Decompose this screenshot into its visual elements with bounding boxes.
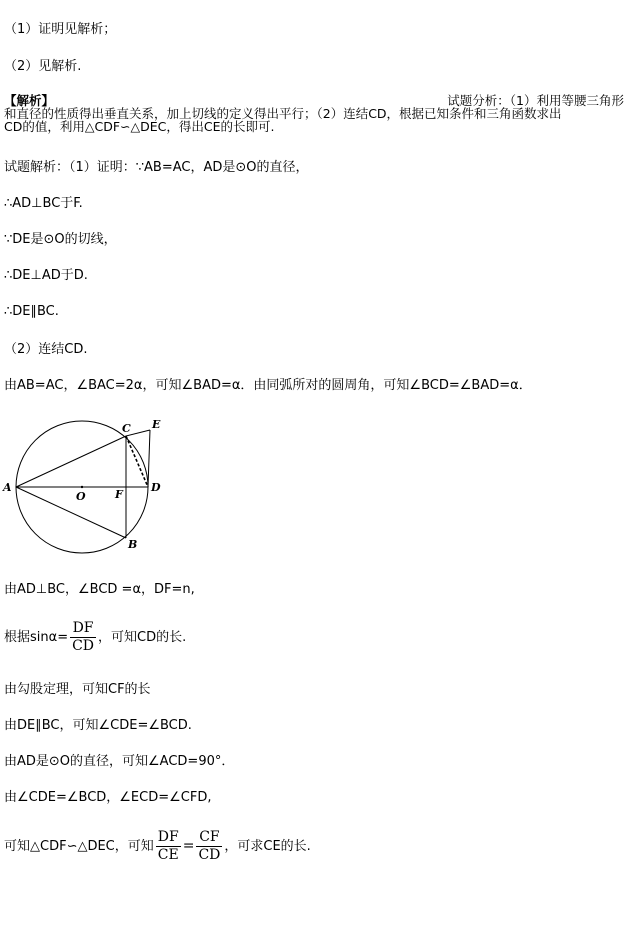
solution-line-3: ∵DE是⊙O的切线，: [4, 232, 117, 247]
analysis-heading: 【解析】: [4, 93, 55, 108]
sin-suffix: ，可知CD的长.: [98, 630, 187, 645]
solution-line-2: ∴AD⊥BC于F.: [4, 196, 83, 211]
circle-figure: [0, 416, 175, 558]
center-dot: [81, 486, 83, 488]
label-c: C: [122, 422, 131, 435]
solution-line-5: ∴DE∥BC.: [4, 304, 59, 319]
segment-cd-dashed: [126, 436, 148, 487]
similar-prefix: 可知△CDF∽△DEC，可知: [4, 839, 154, 854]
label-d: D: [151, 481, 161, 494]
solution-line-8: 由AD⊥BC，∠BCD =α，DF=n,: [4, 582, 195, 597]
label-e: E: [152, 418, 161, 431]
solution-line-4: ∴DE⊥AD于D.: [4, 268, 88, 283]
fraction-denominator: CD: [72, 638, 95, 654]
sin-prefix: 根据sinα=: [4, 630, 69, 645]
answer-2: （2）见解析.: [4, 59, 82, 74]
analysis-lead: 试题分析：（1）利用等腰三角形: [447, 93, 624, 108]
equals-sign: =: [182, 838, 195, 854]
solution-line-13: 由∠CDE=∠BCD，∠ECD=∠CFD,: [4, 790, 212, 805]
fraction-cf-cd: [196, 829, 222, 864]
fraction-denominator: CE: [157, 847, 179, 863]
solution-line-12: 由AD是⊙O的直径，可知∠ACD=90°．: [4, 754, 235, 769]
analysis-line-3: CD的值，利用△CDF∽△DEC，得出CE的长即可.: [4, 119, 275, 134]
fraction-numerator: CF: [196, 829, 222, 847]
solution-line-10: 由勾股定理，可知CF的长: [4, 682, 151, 697]
analysis-line-2: 和直径的性质得出垂直关系，加上切线的定义得出平行；（2）连结CD，根据已知条件和三角函数求出: [4, 106, 562, 121]
answer-1: （1）证明见解析；: [4, 22, 117, 37]
fraction-df-cd: [70, 620, 96, 655]
label-b: B: [128, 538, 138, 551]
tangent-de: [148, 430, 150, 487]
solution-line-14: [4, 829, 311, 864]
label-a: A: [3, 481, 12, 494]
solution-line-6: （2）连结CD.: [4, 342, 88, 357]
solution-line-11: 由DE∥BC，可知∠CDE=∠BCD.: [4, 718, 192, 733]
solution-line-9: [4, 620, 186, 655]
fraction-numerator: DF: [157, 829, 179, 845]
analysis-block: [4, 94, 624, 133]
label-f: F: [115, 488, 123, 501]
solution-line-1: 试题解析：（1）证明：∵AB=AC，AD是⊙O的直径，: [4, 160, 309, 175]
label-o: O: [76, 490, 86, 503]
similar-suffix: ，可求CE的长.: [224, 839, 311, 854]
solution-line-7: 由AB=AC，∠BAC=2α，可知∠BAD=α．由同弧所对的圆周角，可知∠BCD=∠BAD=α．: [4, 378, 532, 393]
fraction-denominator: CD: [198, 847, 221, 863]
fraction-numerator: DF: [70, 620, 96, 638]
fraction-df-ce: [156, 829, 181, 864]
